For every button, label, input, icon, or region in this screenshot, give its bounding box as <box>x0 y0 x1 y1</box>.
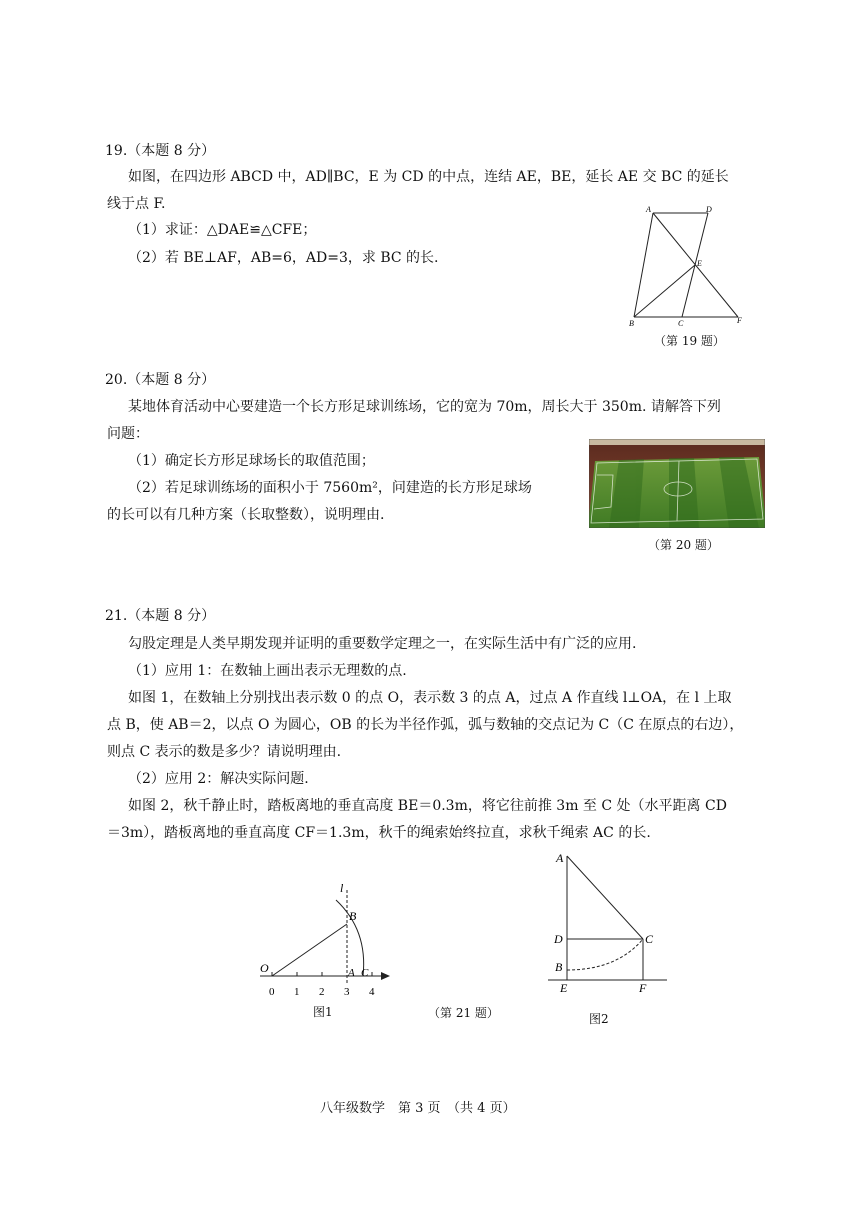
q21-line-2: （1）应用 1：在数轴上画出表示无理数的点. <box>128 663 407 679</box>
q19-line-2: 线于点 F. <box>107 196 166 212</box>
q20-line-5: 的长可以有几种方案（长取整数），说明理由. <box>107 507 385 523</box>
fig2-label-c: C <box>645 932 654 946</box>
fig1-label-b: B <box>349 909 357 923</box>
tick-3: 3 <box>344 986 350 998</box>
q21-figure-2 <box>545 848 675 998</box>
tick-2: 2 <box>319 986 325 998</box>
segment-be <box>634 265 695 317</box>
tick-4: 4 <box>369 986 375 998</box>
fig19-label-a: A <box>646 205 651 214</box>
segment-ab <box>634 213 653 317</box>
fig2-label-b: B <box>555 960 563 974</box>
fig1-label-c: C <box>361 967 369 979</box>
tick-1: 1 <box>294 986 300 998</box>
q19-line-1: 如图，在四边形 ABCD 中，AD∥BC，E 为 CD 的中点，连结 AE，BE，延长 AE 交 BC 的延长 <box>128 169 729 185</box>
fig19-label-d: D <box>706 205 712 214</box>
fig19-label-b: B <box>629 319 634 328</box>
q21-header: 21.（本题 8 分） <box>105 608 216 624</box>
swing-arc <box>567 939 643 970</box>
fig1-label-o: O <box>260 961 269 975</box>
fig2-label-a: A <box>556 851 564 865</box>
q19-figure <box>620 202 760 332</box>
arrowhead <box>381 972 390 980</box>
q20-caption: （第 20 题） <box>648 538 719 552</box>
q21-line-7: 如图 2，秋千静止时，踏板离地的垂直高度 BE＝0.3m，将它往前推 3m 至 C 处（水平距离 CD <box>128 798 727 814</box>
q21-line-1: 勾股定理是人类早期发现并证明的重要数学定理之一，在实际生活中有广泛的应用. <box>128 636 637 652</box>
q21-figure-1 <box>250 880 400 1005</box>
q20-line-1: 某地体育活动中心要建造一个长方形足球训练场，它的宽为 70m，周长大于 350m. 请解答下列 <box>128 399 721 415</box>
fig1-caption: 图1 <box>313 1005 333 1019</box>
q19-header: 19.（本题 8 分） <box>105 143 216 159</box>
segment-ob <box>272 924 347 976</box>
segment-af <box>653 213 738 317</box>
q20-line-4: （2）若足球训练场的面积小于 7560m²，问建造的长方形足球场 <box>128 480 532 496</box>
fig2-label-e: E <box>560 981 568 995</box>
segment-ac <box>567 856 643 939</box>
fig1-label-l: l <box>340 881 344 895</box>
q21-line-3: 如图 1，在数轴上分别找出表示数 0 的点 O，表示数 3 的点 A，过点 A 作直线 l⊥OA，在 l 上取 <box>128 690 732 706</box>
fig1-label-a: A <box>348 967 355 979</box>
q19-line-3: （1）求证：△DAE≌△CFE； <box>128 222 317 238</box>
q20-line-3: （1）确定长方形足球场长的取值范围； <box>128 453 375 469</box>
q20-header: 20.（本题 8 分） <box>105 372 216 388</box>
fig19-label-c: C <box>678 319 684 328</box>
q20-line-2: 问题： <box>107 426 149 442</box>
q21-line-5: 则点 C 表示的数是多少？请说明理由. <box>107 744 342 760</box>
page-footer: 八年级数学 第 3 页 （共 4 页） <box>320 1101 516 1116</box>
q21-caption: （第 21 题） <box>428 1006 499 1020</box>
fig2-caption: 图2 <box>589 1012 609 1026</box>
q21-line-4: 点 B，使 AB＝2，以点 O 为圆心，OB 的长为半径作弧，弧与数轴的交点记为 C（C 在原点的右边）， <box>107 717 744 733</box>
fig2-label-d: D <box>554 932 563 946</box>
tick-0: 0 <box>269 986 275 998</box>
q19-caption: （第 19 题） <box>654 334 725 348</box>
q19-line-4: （2）若 BE⊥AF，AB=6，AD=3，求 BC 的长. <box>128 250 439 266</box>
fig2-label-f: F <box>639 981 647 995</box>
stadium-photo <box>589 439 765 528</box>
fig19-label-f: F <box>737 316 742 325</box>
q21-line-6: （2）应用 2：解决实际问题. <box>128 771 309 787</box>
q21-line-8: ＝3m），踏板离地的垂直高度 CF＝1.3m，秋千的绳索始终拉直，求秋千绳索 AC 的长. <box>107 825 651 841</box>
fig19-label-e: E <box>697 259 702 268</box>
